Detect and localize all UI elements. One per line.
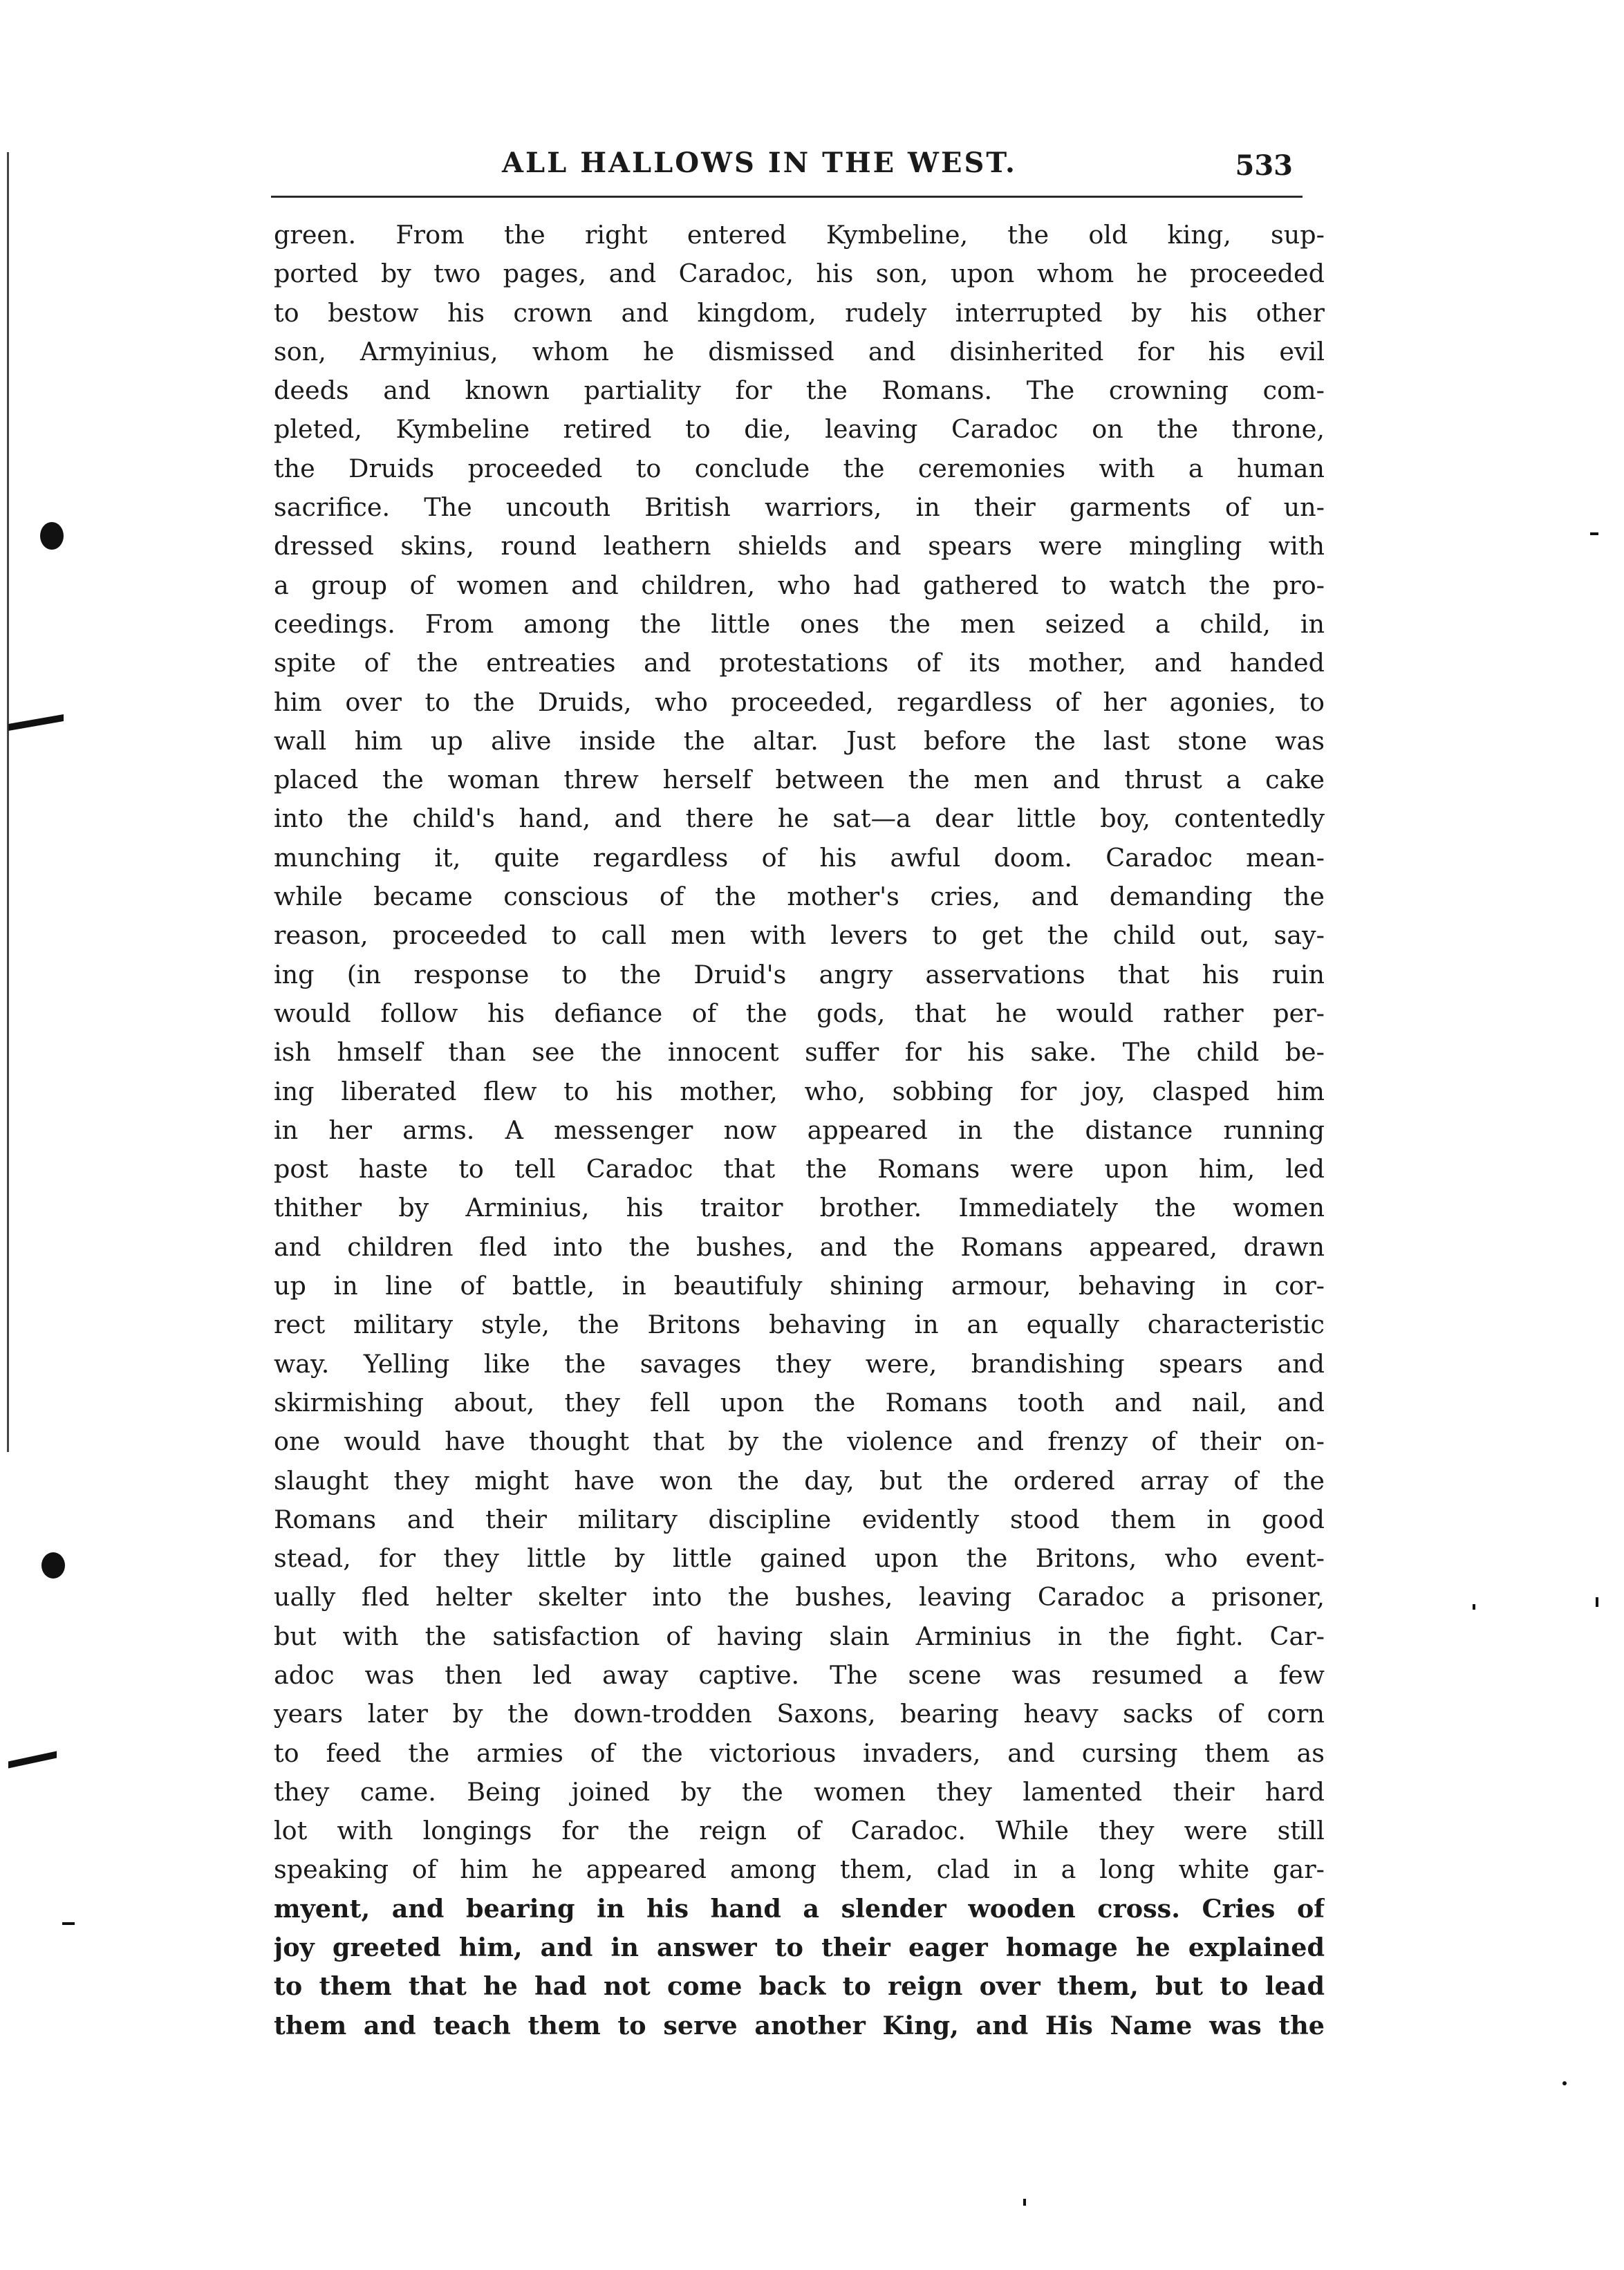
text-line: ing liberated flew to his mother, who, sobbing for joy, clasped him bbox=[274, 1076, 1325, 1106]
scan-speck bbox=[1596, 1597, 1598, 1607]
text-line: lot with longings for the reign of Caradoc. While they were still bbox=[274, 1816, 1325, 1846]
page-header bbox=[274, 147, 1300, 195]
scan-speck bbox=[1590, 532, 1598, 535]
text-line: way. Yelling like the savages they were, brandishing spears and bbox=[274, 1348, 1325, 1379]
text-line: spite of the entreaties and protestations of its mother, and handed bbox=[274, 648, 1325, 678]
text-line: wall him up alive inside the altar. Just before the last stone was bbox=[274, 725, 1325, 756]
text-line: myent, and bearing in his hand a slender wooden cross. Cries of bbox=[274, 1893, 1325, 1924]
text-line: deeds and known partiality for the Romans. The crowning com- bbox=[274, 375, 1325, 406]
body-text bbox=[274, 216, 1325, 2045]
text-line: to bestow his crown and kingdom, rudely interrupted by his other bbox=[274, 297, 1325, 328]
text-line: rect military style, the Britons behaving in an equally characteristic bbox=[274, 1310, 1325, 1340]
text-line: to them that he had not come back to reign over them, but to lead bbox=[274, 1971, 1325, 2002]
scan-clip-mark bbox=[8, 714, 64, 731]
text-line: into the child's hand, and there he sat—a dear little boy, contentedly bbox=[274, 803, 1325, 834]
text-line: placed the woman threw herself between the men and thrust a cake bbox=[274, 765, 1325, 795]
scan-speck bbox=[1562, 2081, 1567, 2085]
text-line: stead, for they little by little gained upon the Britons, who event- bbox=[274, 1543, 1325, 1574]
header-rule bbox=[271, 196, 1303, 198]
scan-ink-blot bbox=[40, 522, 64, 550]
scan-clip-mark bbox=[8, 1751, 57, 1769]
text-line: to feed the armies of the victorious invaders, and cursing them as bbox=[274, 1738, 1325, 1768]
text-line: slaught they might have won the day, but the ordered array of the bbox=[274, 1465, 1325, 1496]
text-line: while became conscious of the mother's cries, and demanding the bbox=[274, 882, 1325, 912]
scan-speck bbox=[62, 1922, 75, 1925]
text-line: but with the satisfaction of having slain Arminius in the fight. Car- bbox=[274, 1621, 1325, 1651]
running-title: ALL HALLOWS IN THE WEST. bbox=[502, 147, 1017, 179]
text-line: would follow his defiance of the gods, that he would rather per- bbox=[274, 998, 1325, 1028]
text-line: dressed skins, round leathern shields and spears were mingling with bbox=[274, 531, 1325, 561]
text-line: the Druids proceeded to conclude the ceremonies with a human bbox=[274, 453, 1325, 483]
text-line: pleted, Kymbeline retired to die, leaving Caradoc on the throne, bbox=[274, 414, 1325, 445]
text-line: a group of women and children, who had gathered to watch the pro- bbox=[274, 570, 1325, 600]
text-line: ported by two pages, and Caradoc, his son, upon whom he proceeded bbox=[274, 259, 1325, 289]
text-line: ually fled helter skelter into the bushes, leaving Caradoc a prisoner, bbox=[274, 1582, 1325, 1612]
scan-speck bbox=[1473, 1604, 1475, 1610]
text-line: and children fled into the bushes, and the Romans appeared, drawn bbox=[274, 1231, 1325, 1262]
text-line: son, Armyinius, whom he dismissed and disinherited for his evil bbox=[274, 336, 1325, 366]
text-line: years later by the down-trodden Saxons, bearing heavy sacks of corn bbox=[274, 1699, 1325, 1729]
text-line: skirmishing about, they fell upon the Romans tooth and nail, and bbox=[274, 1387, 1325, 1417]
page-number: 533 bbox=[1235, 149, 1293, 182]
text-line: green. From the right entered Kymbeline, the old king, sup- bbox=[274, 220, 1325, 250]
text-line: joy greeted him, and in answer to their eager homage he explained bbox=[274, 1933, 1325, 1963]
text-line: one would have thought that by the violence and frenzy of their on- bbox=[274, 1426, 1325, 1457]
text-line: adoc was then led away captive. The scene was resumed a few bbox=[274, 1659, 1325, 1690]
text-line: speaking of him he appeared among them, clad in a long white gar- bbox=[274, 1854, 1325, 1885]
text-line: Romans and their military discipline evidently stood them in good bbox=[274, 1504, 1325, 1534]
text-line: them and teach them to serve another King, and His Name was the bbox=[274, 2010, 1325, 2040]
text-line: in her arms. A messenger now appeared in the distance running bbox=[274, 1115, 1325, 1145]
text-line: reason, proceeded to call men with levers to get the child out, say- bbox=[274, 920, 1325, 951]
text-line: thither by Arminius, his traitor brother. Immediately the women bbox=[274, 1193, 1325, 1223]
scan-binding-line bbox=[7, 152, 9, 1452]
text-line: ish hmself than see the innocent suffer for his sake. The child be- bbox=[274, 1037, 1325, 1068]
text-line: they came. Being joined by the women they lamented their hard bbox=[274, 1776, 1325, 1807]
text-line: ceedings. From among the little ones the men seized a child, in bbox=[274, 608, 1325, 639]
text-line: sacrifice. The uncouth British warriors, in their garments of un- bbox=[274, 492, 1325, 523]
text-line: munching it, quite regardless of his awful doom. Caradoc mean- bbox=[274, 842, 1325, 873]
text-line: ing (in response to the Druid's angry asservations that his ruin bbox=[274, 959, 1325, 989]
scan-ink-blot bbox=[41, 1552, 65, 1579]
scan-speck bbox=[1023, 2199, 1026, 2206]
text-line: him over to the Druids, who proceeded, regardless of her agonies, to bbox=[274, 687, 1325, 717]
text-line: post haste to tell Caradoc that the Romans were upon him, led bbox=[274, 1154, 1325, 1184]
text-line: up in line of battle, in beautifuly shining armour, behaving in cor- bbox=[274, 1271, 1325, 1301]
